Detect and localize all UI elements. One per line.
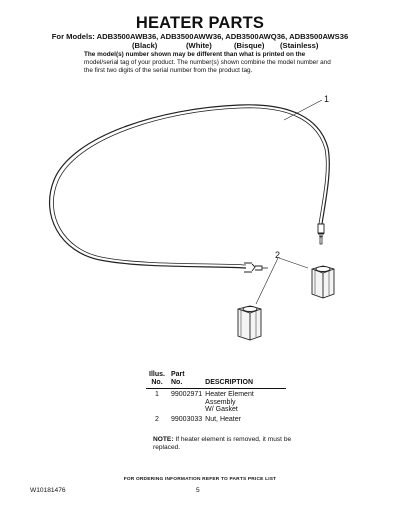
notice-body: model/serial tag of your product. The number(s) shown combine the model number and the first two digits of the serial number from the product tag. [84,59,331,74]
table-row [146,414,286,424]
col-description: DESCRIPTION [205,379,253,386]
finish-white: (White) [186,41,212,50]
col-illus-no: Illus. No. [149,371,165,386]
replacement-note [153,436,293,452]
heater-nut-right [312,266,334,298]
illus-no: 2 [155,415,159,423]
callout-1: 1 [324,94,330,104]
description: Nut, Heater [205,415,241,423]
callout-2: 2 [275,250,281,260]
part-no: 99003033 [171,415,203,423]
parts-table-header [146,371,286,389]
page-number: 5 [196,487,200,494]
parts-table [146,371,286,423]
notice-lead: The model(s) number shown may be different than what is printed on the [84,51,306,58]
illus-no: 1 [155,391,159,398]
note-text: If heater element is removed, it must be replaced. [153,436,292,451]
page-title: HEATER PARTS [135,14,265,32]
part-no: 99002971 [171,391,203,398]
finish-stainless: (Stainless) [280,41,319,50]
col-part-no: Part No. [171,371,185,386]
table-row [146,389,286,414]
finish-bisque: (Bisque) [234,41,265,50]
heater-element-drawing [50,105,330,272]
ordering-info: FOR ORDERING INFORMATION REFER TO PARTS PRICE LIST [123,477,277,482]
document-number: W10181476 [30,487,66,494]
description: Heater Element Assembly W/ Gasket [205,391,254,414]
models-line: For Models: ADB3500AWB36, ADB3500AWW36, ADB3500AWQ36, ADB3500AWS36 [51,32,349,41]
note-lead: NOTE: [153,436,174,443]
finish-black: (Black) [132,41,158,50]
heater-nut-left [238,306,261,340]
